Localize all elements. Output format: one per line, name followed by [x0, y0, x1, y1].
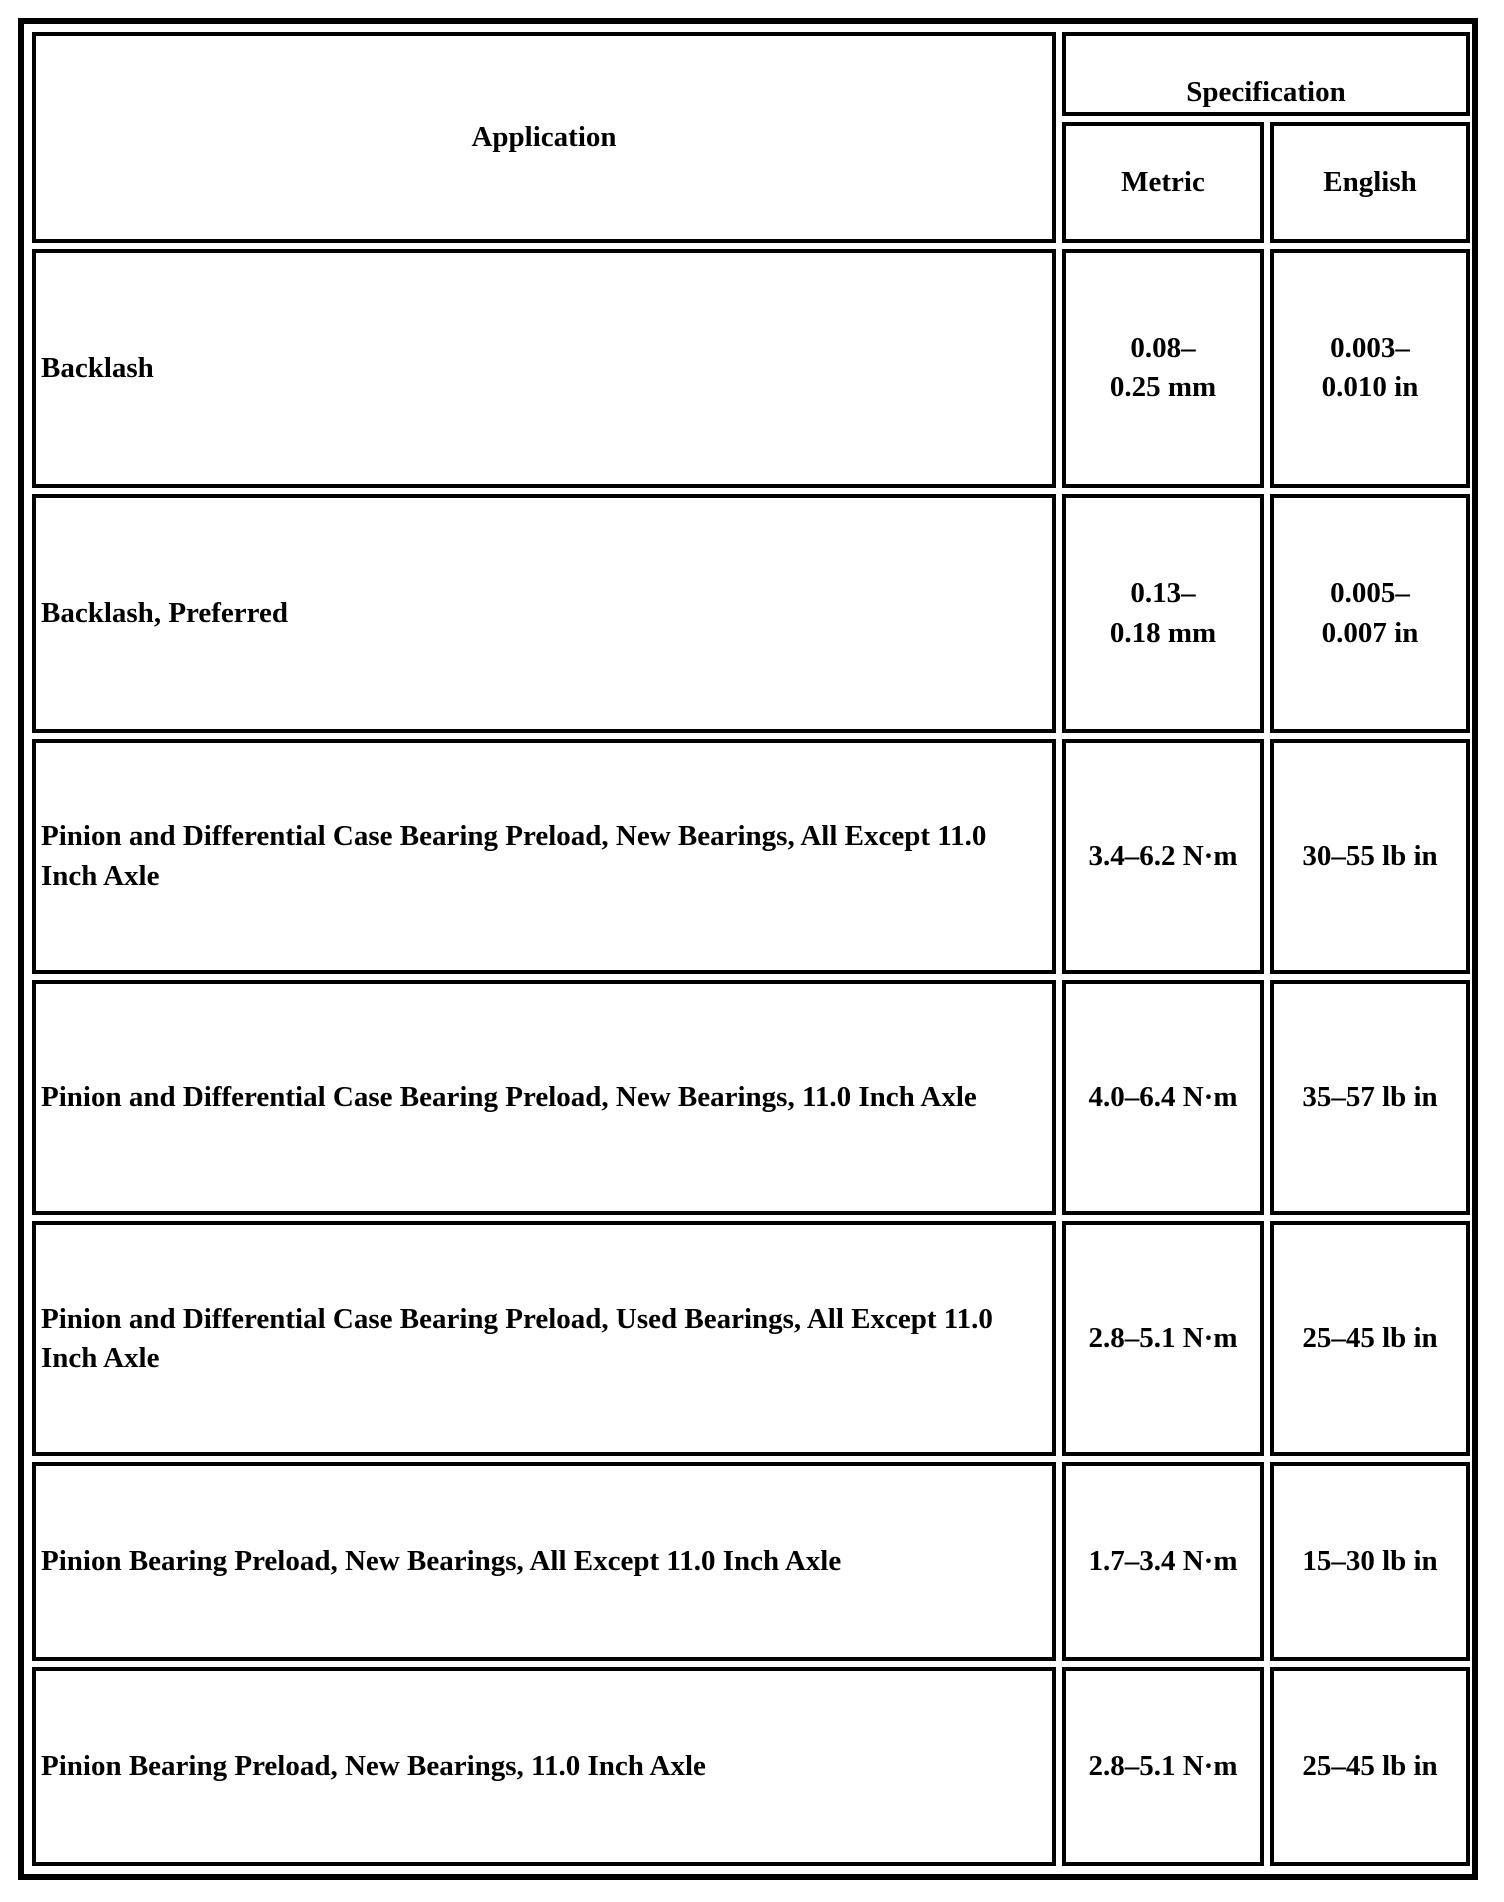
- spec-table-frame: [18, 18, 1478, 1880]
- metric-cell: 2.8–5.1 N·m: [1062, 1221, 1264, 1456]
- application-cell: Backlash: [32, 249, 1056, 488]
- english-cell: 30–55 lb in: [1270, 739, 1470, 974]
- metric-cell: 0.13– 0.18 mm: [1062, 494, 1264, 733]
- table-row: [32, 1667, 1470, 1866]
- metric-cell: 1.7–3.4 N·m: [1062, 1462, 1264, 1661]
- english-cell: 0.005– 0.007 in: [1270, 494, 1470, 733]
- table-row: [32, 494, 1470, 733]
- application-cell: Pinion and Differential Case Bearing Preload, New Bearings, 11.0 Inch Axle: [32, 980, 1056, 1215]
- application-cell: Backlash, Preferred: [32, 494, 1056, 733]
- table-row: [32, 1462, 1470, 1661]
- metric-cell: 3.4–6.2 N·m: [1062, 739, 1264, 974]
- english-cell: 25–45 lb in: [1270, 1221, 1470, 1456]
- application-cell: Pinion and Differential Case Bearing Preload, Used Bearings, All Except 11.0 Inch Axle: [32, 1221, 1056, 1456]
- english-cell: 15–30 lb in: [1270, 1462, 1470, 1661]
- application-cell: Pinion and Differential Case Bearing Preload, New Bearings, All Except 11.0 Inch Axle: [32, 739, 1056, 974]
- application-header: Application: [32, 32, 1056, 243]
- application-cell: Pinion Bearing Preload, New Bearings, 11.0 Inch Axle: [32, 1667, 1056, 1866]
- english-cell: 25–45 lb in: [1270, 1667, 1470, 1866]
- metric-cell: 0.08– 0.25 mm: [1062, 249, 1264, 488]
- metric-cell: 2.8–5.1 N·m: [1062, 1667, 1264, 1866]
- table-row: [32, 739, 1470, 974]
- table-row: [32, 1221, 1470, 1456]
- table-row: [32, 249, 1470, 488]
- english-cell: 0.003– 0.010 in: [1270, 249, 1470, 488]
- metric-header: Metric: [1062, 122, 1264, 243]
- application-cell: Pinion Bearing Preload, New Bearings, All Except 11.0 Inch Axle: [32, 1462, 1056, 1661]
- table-row: [32, 980, 1470, 1215]
- specification-header: Specification: [1062, 32, 1470, 116]
- metric-cell: 4.0–6.4 N·m: [1062, 980, 1264, 1215]
- header-row-1: [32, 32, 1470, 116]
- english-header: English: [1270, 122, 1470, 243]
- english-cell: 35–57 lb in: [1270, 980, 1470, 1215]
- specification-table: [26, 26, 1476, 1872]
